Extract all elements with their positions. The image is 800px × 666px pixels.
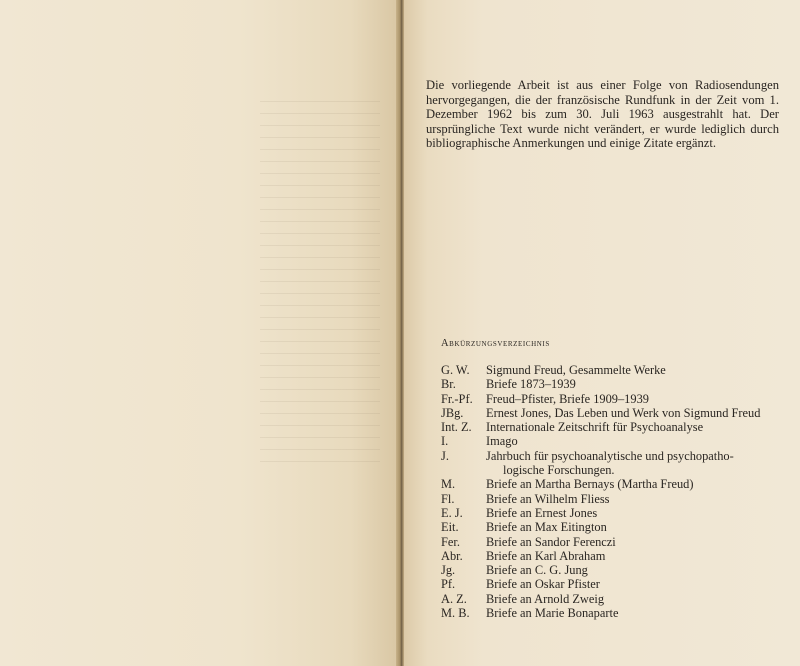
abbreviation-value: Briefe an Max Eitington xyxy=(486,520,607,535)
abbreviation-value: Sigmund Freud, Gesammelte Werke xyxy=(486,363,666,377)
abbreviation-key: M. xyxy=(441,477,456,492)
abbreviation-key: G. W. xyxy=(441,363,470,377)
abbreviation-key: A. Z. xyxy=(441,591,467,606)
abbreviation-value: Imago xyxy=(486,434,518,449)
list-item xyxy=(441,449,786,478)
list-item xyxy=(441,477,786,491)
abbreviation-key: Fer. xyxy=(441,534,460,549)
abbreviation-key: Int. Z. xyxy=(441,420,472,435)
list-item xyxy=(441,577,786,591)
abbreviation-value: Briefe an Wilhelm Fliess xyxy=(486,491,610,506)
abbreviation-value: Briefe 1873–1939 xyxy=(486,377,576,392)
abbreviation-key: Fl. xyxy=(441,491,455,506)
list-item xyxy=(441,392,786,406)
abbreviation-value: Briefe an Arnold Zweig xyxy=(486,591,605,606)
list-item xyxy=(441,563,786,577)
abbreviation-value: Ernest Jones, Das Leben und Werk von Sigmund Freud xyxy=(486,405,761,420)
list-item xyxy=(441,535,786,549)
list-item xyxy=(441,506,786,520)
abbreviations-list xyxy=(441,363,786,620)
list-item xyxy=(441,377,786,391)
abbreviation-value: Briefe an Ernest Jones xyxy=(486,505,598,520)
abbreviation-value: Internationale Zeitschrift für Psychoanalyse xyxy=(486,420,704,435)
list-item xyxy=(441,492,786,506)
abbreviation-key: Fr.-Pf. xyxy=(441,391,473,406)
abbreviation-key: JBg. xyxy=(441,405,464,420)
abbreviation-value: Briefe an Marie Bonaparte xyxy=(486,606,619,621)
abbreviation-value: Briefe an Sandor Ferenczi xyxy=(486,534,616,549)
list-item xyxy=(441,592,786,606)
abbreviation-key: I. xyxy=(441,434,449,449)
abbreviation-value xyxy=(486,449,786,478)
abbreviation-key: Eit. xyxy=(441,520,459,535)
abbreviation-value: Briefe an Karl Abraham xyxy=(486,548,606,563)
abbreviation-value: Briefe an Oskar Pfister xyxy=(486,577,600,592)
list-item xyxy=(441,434,786,448)
abbreviation-key: Jg. xyxy=(441,563,456,578)
list-item xyxy=(441,406,786,420)
abbreviation-value-continuation: logische Forschungen. xyxy=(503,463,615,478)
list-item xyxy=(441,606,786,620)
abbreviation-key: Pf. xyxy=(441,577,456,592)
abbreviation-key: M. B. xyxy=(441,606,470,621)
abbreviation-value: Freud–Pfister, Briefe 1909–1939 xyxy=(486,391,649,406)
notice-paragraph: Die vorliegende Arbeit ist aus einer Folge von Radiosendungen hervorgegangen, die der französische Rundfunk in der Zeit vom 1. Dezember 1962 bis zum 30. Juli 1963 ausgestrahlt hat. Der ursprüngliche Text wurde nicht verändert, er wurde lediglich durch bibliographische Anmerkungen und einige Zitate ergänzt. xyxy=(426,78,779,151)
abbreviation-key: Abr. xyxy=(441,548,463,563)
list-item xyxy=(441,520,786,534)
abbreviation-value: Briefe an Martha Bernays (Martha Freud) xyxy=(486,477,694,492)
list-item xyxy=(441,363,786,377)
abbreviation-key: J. xyxy=(441,448,449,463)
abbreviation-value: Briefe an C. G. Jung xyxy=(486,563,588,578)
list-item xyxy=(441,420,786,434)
abbreviation-key: Br. xyxy=(441,377,456,392)
abbreviations-heading: Abkürzungsverzeichnis xyxy=(441,338,550,349)
abbreviation-value-line: Jahrbuch für psychoanalytische und psychopatho- xyxy=(486,448,734,463)
show-through-text xyxy=(260,90,380,470)
left-page xyxy=(0,0,398,666)
abbreviation-key: E. J. xyxy=(441,505,463,520)
list-item xyxy=(441,549,786,563)
